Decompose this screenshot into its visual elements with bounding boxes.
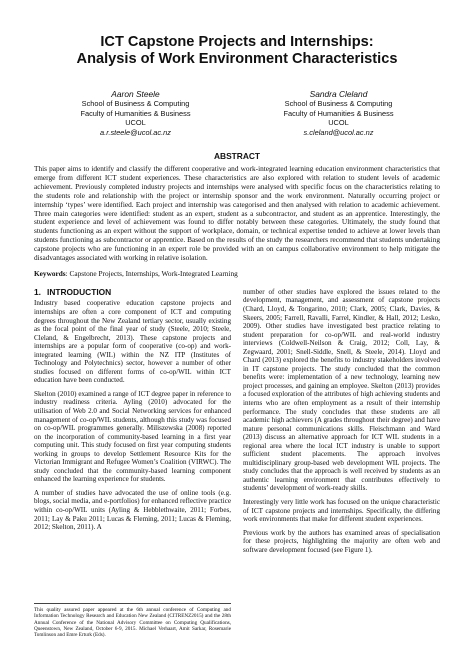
author-faculty: Faculty of Humanities & Business [80, 108, 191, 118]
author-email: s.cleland@ucol.ac.nz [303, 127, 374, 137]
author-faculty: Faculty of Humanities & Business [283, 108, 394, 118]
paragraph: A number of studies have advocated the use of online tools (e.g. blogs, social media, and e-portfolios) for enhanced reflective practice within co-op/WIL units (Ayling & Hebblethwaite, 2011; Forbes, 2011; Lay & Paku 2011; Lucas & Fleming, 2011; Lucas & Fleming, 2012; Skelton, 2011). A [34, 488, 231, 532]
paragraph: number of other studies have explored the issues related to the development, management, and assessment of capstone projects (Chard, Lloyd, & Tongarino, 2010; Clark, 2005; Clark, Davies, & Skeers, 2005; Farrell, Ravalli, Farrel, Kindler, & Hall, 2012; Lesko, 2009). Other studies have investigated best practice relating to student preparation for co-op/WIL and real-world industry interviews (Coldwell-Neilson & Craig, 2012; Coll, Lay, & Zegwaard, 2001; Snell-Siddle, Snell, & Steele, 2014). Lloyd and Chard (2013) explored the benefits to industry stakeholders involved in IT capstone projects. The study concluded that the common benefits were: implementation of a new technology, learning new project processes, and gaining an employee. Skelton (2013) provides a focused exploration of the attributes of high achieving students and interns who are often employment as a result of their internship performance. The study concludes that these students are all academic high achievers (A grades throughout their degree) and have mature personal communications skills. Fleischmann and Ward (2013) discuss an alternative approach for ICT WIL students in a regional area where the local ICT industry is unable to support sufficient student placements. The approach involves multidisciplinary group-based web development WIL projects. The study concludes that the approach is well received by students as an authentic learning environment that contributes effectively to students’ development of work-ready skills. [243, 287, 440, 493]
author-department: School of Business & Computing [284, 99, 393, 109]
conference-footnote: This quality assured paper appeared at the 6th annual conference of Computing and Information Technology Research and Education New Zealand (CITRENZ2015) and the 28th Annual Conference of the National Advisory Committee on Computing Qualifications, Queenstown, New Zealand, October 6-9, 2015. Michael Verhaart, Amit Sarkar, Rosemarie Tomlinson and Emre Erturk (Eds). [34, 603, 231, 638]
author-2 [237, 90, 440, 137]
paragraph: Previous work by the authors has examined areas of specialisation for these projects, highlighting the majority are often web and software development focused (see Figure 1). [243, 528, 440, 554]
title-line-1: ICT Capstone Projects and Internships: [100, 34, 374, 50]
section-number: 1. [34, 286, 41, 297]
author-institution: UCOL [125, 118, 146, 128]
section-title: INTRODUCTION [47, 286, 112, 297]
right-column [243, 288, 440, 559]
keywords-line [34, 270, 440, 279]
body-columns [34, 288, 440, 559]
left-column [34, 288, 231, 559]
title-line-2: Analysis of Work Environment Characteristics [76, 51, 398, 67]
paper-title [34, 34, 440, 68]
author-block [34, 90, 440, 137]
paragraph: Interestingly very little work has focused on the unique characteristic of ICT capstone projects and internships. Specifically, the differing work environments that make for different student experiences. [243, 498, 440, 524]
paragraph: Skelton (2010) examined a range of ICT degree paper in reference to industry readiness criteria. Ayling (2010) advocated for the utilisation of Web 2.0 and Social Networking services for enhanced management of co-op/WIL students, although this study was focused on co-op/WIL programmes generally. Miliszewska (2008) reported on the incorporation of community-based learning in a first year computing unit. This study focused on first year computing students working in groups to develop Settlement Resource Kits for the Victorian Immigrant and Refugee Women’s Coalition (VIRWC). The study concluded that the community-based learning component enhanced the learning experience for students. [34, 389, 231, 484]
author-email: a.r.steele@ucol.ac.nz [100, 127, 171, 137]
section-heading [34, 288, 231, 297]
author-1 [34, 90, 237, 137]
keywords-text: : Capstone Projects, Internships, Work-Integrated Learning [65, 269, 238, 278]
paragraph: Industry based cooperative education capstone projects and internships are often a core component of ICT and computing degrees throughout the New Zealand tertiary sector, usually existing as the focal point of the final year of study (Steele, 2010; Steele, Cleland, & Engelbrecht, 2013). These capstone projects and internships are a popular form of cooperative (co-op) and work-integrated learning (WIL) within the NZ ITP (Institutes of Technology and Polytechnics) sector, however a number of other studies focused on different forms of co-op/WIL within ICT education have been conducted. [34, 299, 231, 385]
author-name: Aaron Steele [111, 89, 160, 99]
author-department: School of Business & Computing [81, 99, 190, 109]
abstract-heading: ABSTRACT [213, 151, 261, 162]
keywords-label: Keywords [34, 269, 66, 278]
author-institution: UCOL [328, 118, 349, 128]
author-name: Sandra Cleland [309, 89, 368, 99]
abstract-text: This paper aims to identify and classify the different cooperative and work-integrated learning education environment characteristics that emerge from different ICT student experiences. These characteristics are also explored with relation to student levels of academic achievement. Previously completed industry projects and internships were analysed with specific focus on the characteristics relating to the students role and relationship with the project or internship sponsor and the work environment. Naturally occurring project or internship ‘types’ were identified. Each project and internship was categorised and then analysed with relation to academic achievement. Three main categories were identified: student as an expert, student as a subcontractor, and student as an apprentice. Interestingly, the student experience and level of achievement was found to differ notably between these categories. Ultimately, the study found that students functioning as an expert without the support of workplace, domain, or technical expertise tended to achieve at lower levels than students functioning as subcontractor or apprentice. Based on the results of the study the researchers recommend that students undertaking capstone projects who are functioning in an expert role be provided with an on campus collaborative environment to help mitigate the disadvantages associated with working in relative isolation. [34, 164, 440, 263]
